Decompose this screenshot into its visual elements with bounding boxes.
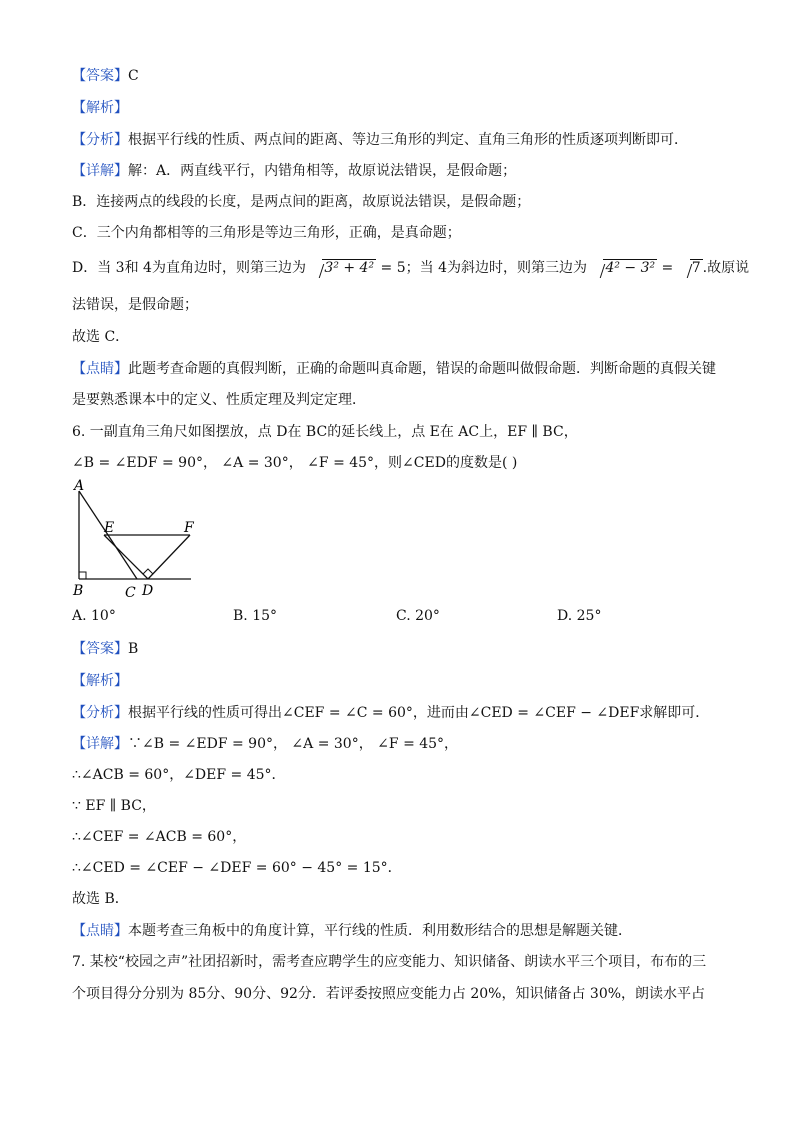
dianjing-tag: 【点睛】: [72, 923, 128, 939]
q5-fenxi-line: [72, 130, 732, 150]
q5-dianjing-line-2: 是要熟悉课本中的定义、性质定理及判定定理．: [72, 392, 366, 408]
q6-options: [72, 608, 732, 628]
q6-step-2: ∵ EF ∥ BC，: [72, 798, 156, 814]
fenxi-tag: 【分析】: [72, 705, 128, 721]
equals-2: =: [657, 260, 678, 276]
line-d-part2: ；当 4为斜边时，则第三边为: [405, 260, 587, 276]
analysis-tag: 【解析】: [72, 673, 128, 689]
answer-value: B: [128, 641, 139, 657]
q5-analysis-line: [72, 98, 732, 118]
answer-tag: 【答案】: [72, 68, 128, 84]
radicand-2: 4² − 3²: [605, 260, 656, 276]
q5-line-d: [72, 258, 750, 278]
q6-figure: [70, 476, 210, 601]
q5-dianjing-line: [72, 359, 732, 379]
radicand-3: 7: [691, 260, 701, 276]
line-ed: [104, 535, 148, 579]
dianjing-text-1: 此题考查命题的真假判断，正确的命题叫真命题，错误的命题叫做假命题．判断命题的真假关键: [128, 361, 716, 377]
q5-line-c: C．三个内角都相等的三角形是等边三角形，正确，是真命题；: [72, 225, 461, 241]
fenxi-text: 根据平行线的性质可得出∠CEF = ∠C = 60°，进而由∠CED = ∠CEF − ∠DEF求解即可．: [128, 705, 710, 721]
q6-step-4: ∴∠CED = ∠CEF − ∠DEF = 60° − 45° = 15°．: [72, 860, 402, 876]
q6-analysis-line: [72, 671, 732, 691]
sqrt-expression-3: [680, 258, 703, 278]
q6-step-3: ∴∠CEF = ∠ACB = 60°，: [72, 829, 247, 845]
sqrt-expression-2: [593, 258, 657, 278]
dianjing-tag: 【点睛】: [72, 361, 128, 377]
q6-xiangjie-line: [72, 734, 732, 754]
q6-step-1: ∴∠ACB = 60°，∠DEF = 45°．: [72, 767, 286, 783]
q7-stem-line-2: 个项目得分分别为 85分、90分、92分．若评委按照应变能力占 20%，知识储备占 30%，朗读水平占: [72, 986, 706, 1002]
label-d: D: [142, 583, 154, 599]
label-c: C: [125, 585, 136, 601]
q6-stem-line-1: 6. 一副直角三角尺如图摆放，点 D在 BC的延长线上，点 E在 AC上，EF ∥ BC，: [72, 424, 578, 440]
xiangjie-text: ∵∠B = ∠EDF = 90°， ∠A = 30°， ∠F = 45°，: [128, 736, 459, 752]
q7-stem-line-1: 7. 某校“校园之声”社团招新时，需考查应聘学生的应变能力、知识储备、朗读水平三个项目，布布的三: [72, 954, 707, 970]
fenxi-text: 根据平行线的性质、两点间的距离、等边三角形的判定、直角三角形的性质逐项判断即可．: [128, 132, 688, 148]
right-angle-mark-d: [143, 569, 153, 574]
q5-line-d-cont: 法错误，是假命题；: [72, 297, 198, 313]
equals-1: = 5: [376, 260, 406, 276]
q6-answer-line: [72, 639, 732, 659]
right-angle-mark-b: [79, 572, 86, 579]
q5-xiangjie-line: [72, 161, 732, 181]
option-b: B. 15°: [233, 608, 278, 624]
label-e: E: [104, 520, 115, 536]
dianjing-text: 本题考查三角板中的角度计算，平行线的性质．利用数形结合的思想是解题关键．: [128, 923, 632, 939]
sqrt-expression-1: [312, 258, 376, 278]
line-d-part3: .故原说: [702, 260, 750, 276]
option-a: A. 10°: [72, 608, 116, 624]
q5-choose: 故选 C．: [72, 329, 130, 345]
line-d-part1: D．当 3和 4为直角边时，则第三边为: [72, 260, 306, 276]
fenxi-tag: 【分析】: [72, 132, 128, 148]
q6-stem-line-2: ∠B = ∠EDF = 90°， ∠A = 30°， ∠F = 45°，则∠CED的度数是( ): [72, 455, 518, 471]
xiangjie-text: 解：A．两直线平行，内错角相等，故原说法错误，是假命题；: [128, 163, 517, 179]
option-c: C. 20°: [396, 608, 440, 624]
analysis-tag: 【解析】: [72, 100, 128, 116]
line-fd: [148, 535, 190, 579]
q5-answer-line: [72, 66, 732, 86]
radicand-1: 3² + 4²: [324, 260, 375, 276]
answer-value: C: [128, 68, 139, 84]
label-f: F: [184, 520, 194, 536]
label-b: B: [73, 583, 84, 599]
q6-fenxi-line: [72, 703, 732, 723]
q5-line-b: B．连接两点的线段的长度，是两点间的距离，故原说法错误，是假命题；: [72, 194, 531, 210]
option-d: D. 25°: [557, 608, 602, 624]
xiangjie-tag: 【详解】: [72, 736, 128, 752]
q6-dianjing-line: [72, 921, 732, 941]
answer-tag: 【答案】: [72, 641, 128, 657]
label-a: A: [74, 478, 85, 494]
q6-choose: 故选 B．: [72, 891, 129, 907]
xiangjie-tag: 【详解】: [72, 163, 128, 179]
